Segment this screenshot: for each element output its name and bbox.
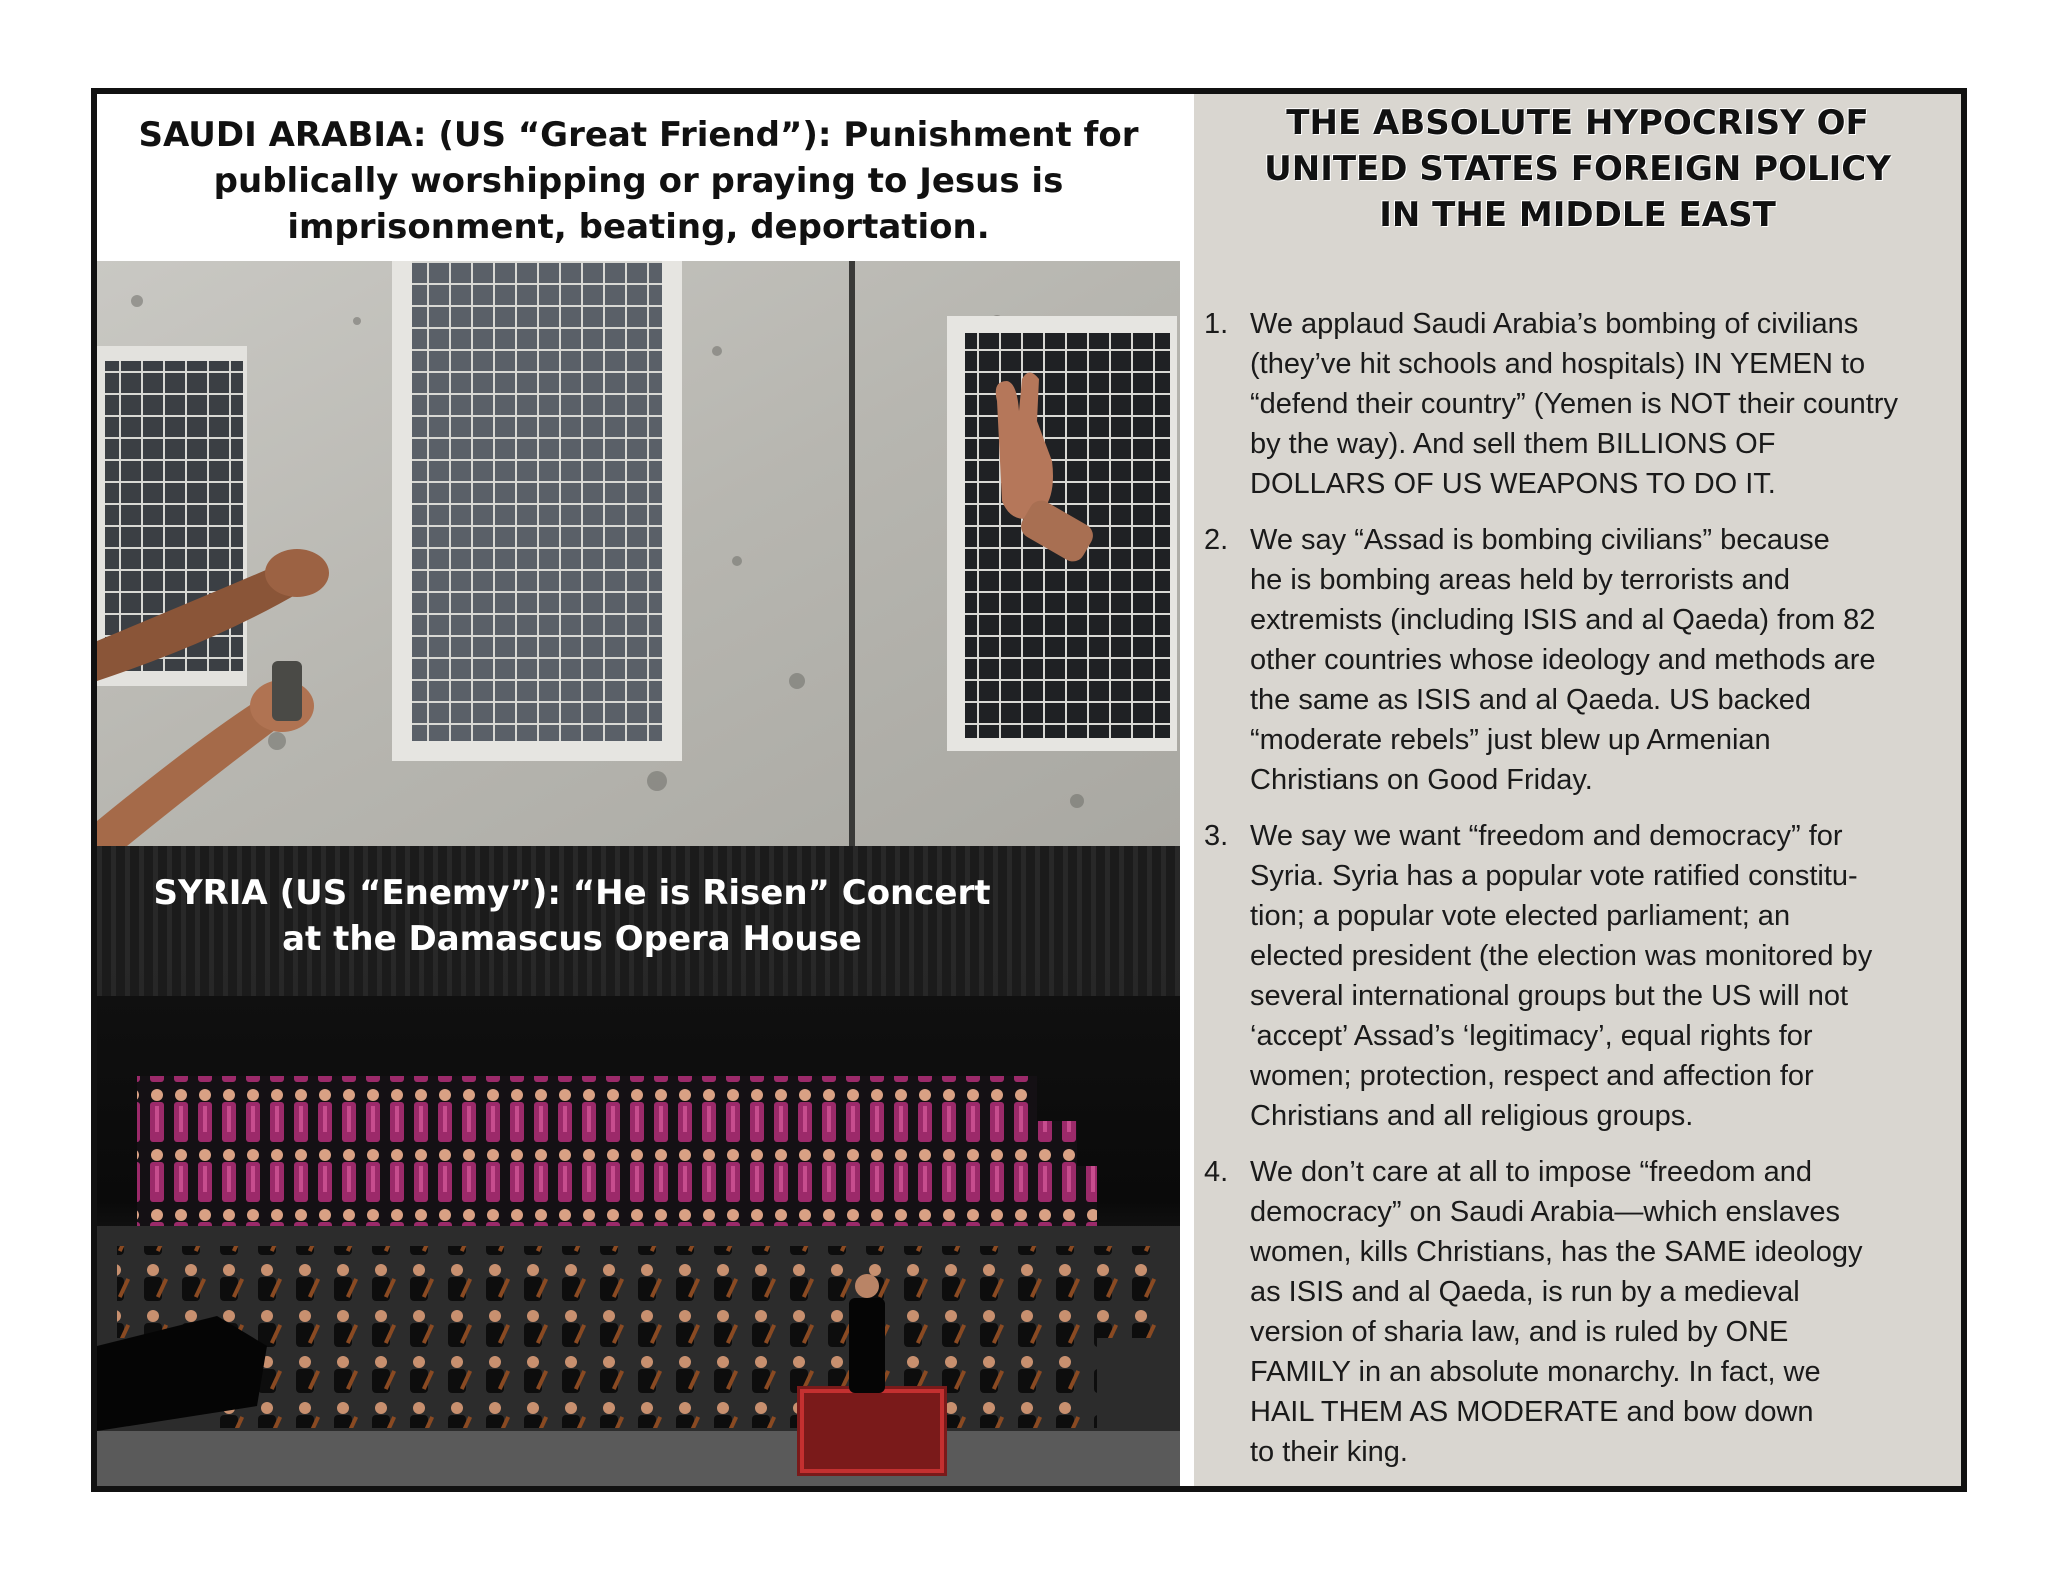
policy-point-list [1204,304,1964,1488]
right-column [1194,94,1961,1486]
point-line: elected president (the election was monitored by [1250,940,1873,972]
point-line: by the way). And sell them BILLIONS OF [1250,428,1776,460]
saudi-heading-line-3: imprisonment, beating, deportation. [287,206,990,247]
point-line: tion; a popular vote elected parliament; an [1250,900,1791,932]
point-line: several international groups but the US will not [1250,980,1849,1012]
saudi-heading [139,112,1139,250]
point-line: to their king. [1250,1436,1408,1468]
saudi-heading-box [97,94,1180,261]
page-title [1194,100,1961,238]
policy-point-3 [1204,816,1964,1136]
opera-concert-photo [97,846,1180,1492]
point-line: other countries whose ideology and methods are [1250,644,1876,676]
syria-caption-line-2: at the Damascus Opera House [282,919,862,959]
title-line-1: THE ABSOLUTE HYPOCRISY OF [1286,103,1869,143]
title-line-2: UNITED STATES FOREIGN POLICY [1264,149,1891,189]
point-number: 4. [1204,1156,1229,1188]
point-line: Christians on Good Friday. [1250,764,1593,796]
policy-point-1 [1204,304,1964,504]
point-line: women, kills Christians, has the SAME ideology [1250,1236,1863,1268]
point-line: HAIL THEM AS MODERATE and bow down [1250,1396,1814,1428]
policy-point-4 [1204,1152,1964,1472]
point-line: democracy” on Saudi Arabia—which enslaves [1250,1196,1840,1228]
point-number: 1. [1204,308,1229,340]
point-number: 3. [1204,820,1229,852]
right-title-box [1194,100,1961,238]
prison-vehicle-illustration [97,261,1180,846]
point-line: DOLLARS OF US WEAPONS TO DO IT. [1250,468,1776,500]
point-line: We say “Assad is bombing civilians” because [1250,524,1830,556]
syria-caption-line-1: SYRIA (US “Enemy”): “He is Risen” Concert [153,873,991,913]
policy-point-2 [1204,520,1964,800]
point-line: FAMILY in an absolute monarchy. In fact, we [1250,1356,1821,1388]
poster-frame [91,88,1967,1492]
point-line: We say we want “freedom and democracy” for [1250,820,1843,852]
point-number: 2. [1204,524,1229,556]
point-line: (they’ve hit schools and hospitals) IN YEMEN to [1250,348,1866,380]
saudi-heading-line-1: SAUDI ARABIA: (US “Great Friend”): Punishment for [138,114,1139,155]
syria-caption-box [97,870,1047,962]
saudi-heading-line-2: publically worshipping or praying to Jesus is [213,160,1064,201]
point-line: Christians and all religious groups. [1250,1100,1694,1132]
point-line: women; protection, respect and affection for [1250,1060,1814,1092]
point-line: extremists (including ISIS and al Qaeda) from 82 [1250,604,1876,636]
prison-vehicle-photo [97,261,1180,846]
point-line: We applaud Saudi Arabia’s bombing of civilians [1250,308,1859,340]
point-line: We don’t care at all to impose “freedom and [1250,1156,1813,1188]
syria-caption [97,870,1047,962]
point-line: Syria. Syria has a popular vote ratified constitu- [1250,860,1858,892]
point-line: the same as ISIS and al Qaeda. US backed [1250,684,1811,716]
point-line: “defend their country” (Yemen is NOT their country [1250,388,1898,420]
title-line-3: IN THE MIDDLE EAST [1379,195,1776,235]
point-line: as ISIS and al Qaeda, is run by a medieval [1250,1276,1800,1308]
left-column [97,94,1180,1486]
point-line: version of sharia law, and is ruled by ONE [1250,1316,1789,1348]
point-line: he is bombing areas held by terrorists and [1250,564,1791,596]
point-line: “moderate rebels” just blew up Armenian [1250,724,1771,756]
point-line: ‘accept’ Assad’s ‘legitimacy’, equal rights for [1250,1020,1813,1052]
